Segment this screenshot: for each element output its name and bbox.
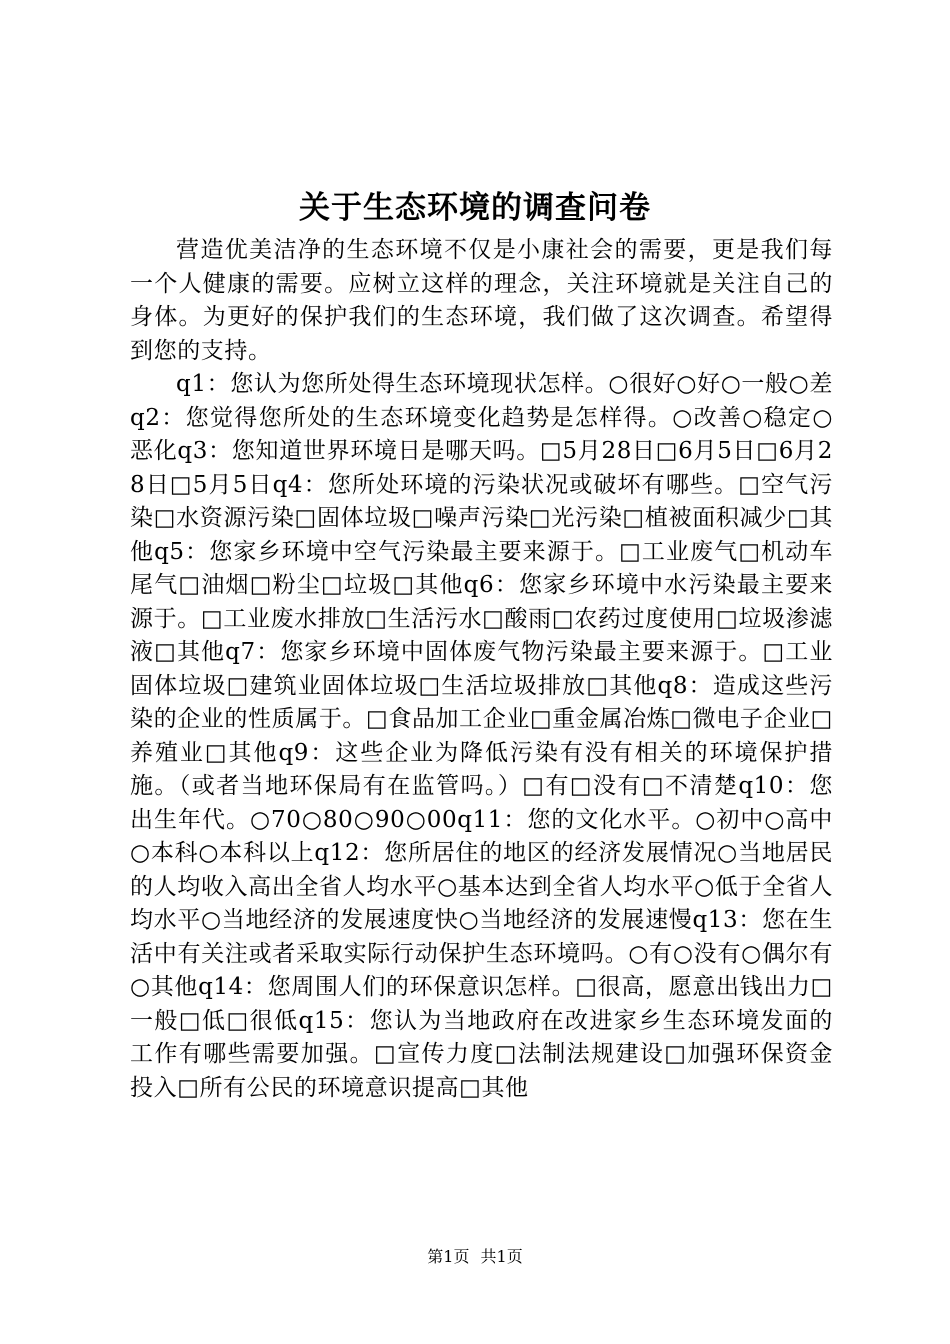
questions-paragraph: q1：您认为您所处得生态环境现状怎样。○很好○好○一般○差q2：您觉得您所处的生态环境变化趋势是怎样得。○改善○稳定○恶化q3：您知道世界环境日是哪天吗。□5月28日□6月5日□6月28日□5月5日q4：您所处环境的污染状况或破坏有哪些。□空气污染□水资源污染□固体垃圾□噪声污染□光污染□植被面积减少□其他q5：您家乡环境中空气污染最主要来源于。□工业废气□机动车尾气□油烟□粉尘□垃圾□其他q6：您家乡环境中水污染最主要来源于。□工业废水排放□生活污水□酸雨□农药过度使用□垃圾渗滤液□其他q7：您家乡环境中固体废气物污染最主要来源于。□工业固体垃圾□建筑业固体垃圾□生活垃圾排放□其他q8：造成这些污染的企业的性质属于。□食品加工企业□重金属冶炼□微电子企业□养殖业□其他q9：这些企业为降低污染有没有相关的环境保护措施。（或者当地环保局有在监管吗。）□有□没有□不清楚q10：您出生年代。○70○80○90○00q11：您的文化水平。○初中○高中○本科○本科以上q12：您所居住的地区的经济发展情况○当地居民的人均收入高出全省人均水平○基本达到全省人均水平○低于全省人均水平○当地经济的发展速度快○当地经济的发展速慢q13：您在生活中有关注或者采取实际行动保护生态环境吗。○有○没有○偶尔有○其他q14：您周围人们的环保意识怎样。□很高，愿意出钱出力□一般□低□很低q15：您认为当地政府在改进家乡生态环境发面的工作有哪些需要加强。□宣传力度□法制法规建设□加强环保资金投入□所有公民的环境意识提高□其他 [130, 371, 833, 1101]
intro-paragraph: 营造优美洁净的生态环境不仅是小康社会的需要，更是我们每一个人健康的需要。应树立这样的理念，关注环境就是关注自己的身体。为更好的保护我们的生态环境，我们做了这次调查。希望得到您的支持。 [130, 237, 833, 364]
document-body [130, 234, 833, 1105]
page-footer [0, 1246, 950, 1268]
document-title: 关于生态环境的调查问卷 [299, 190, 651, 226]
page-number: 第1页 [427, 1247, 470, 1266]
page-total: 共1页 [480, 1247, 523, 1266]
